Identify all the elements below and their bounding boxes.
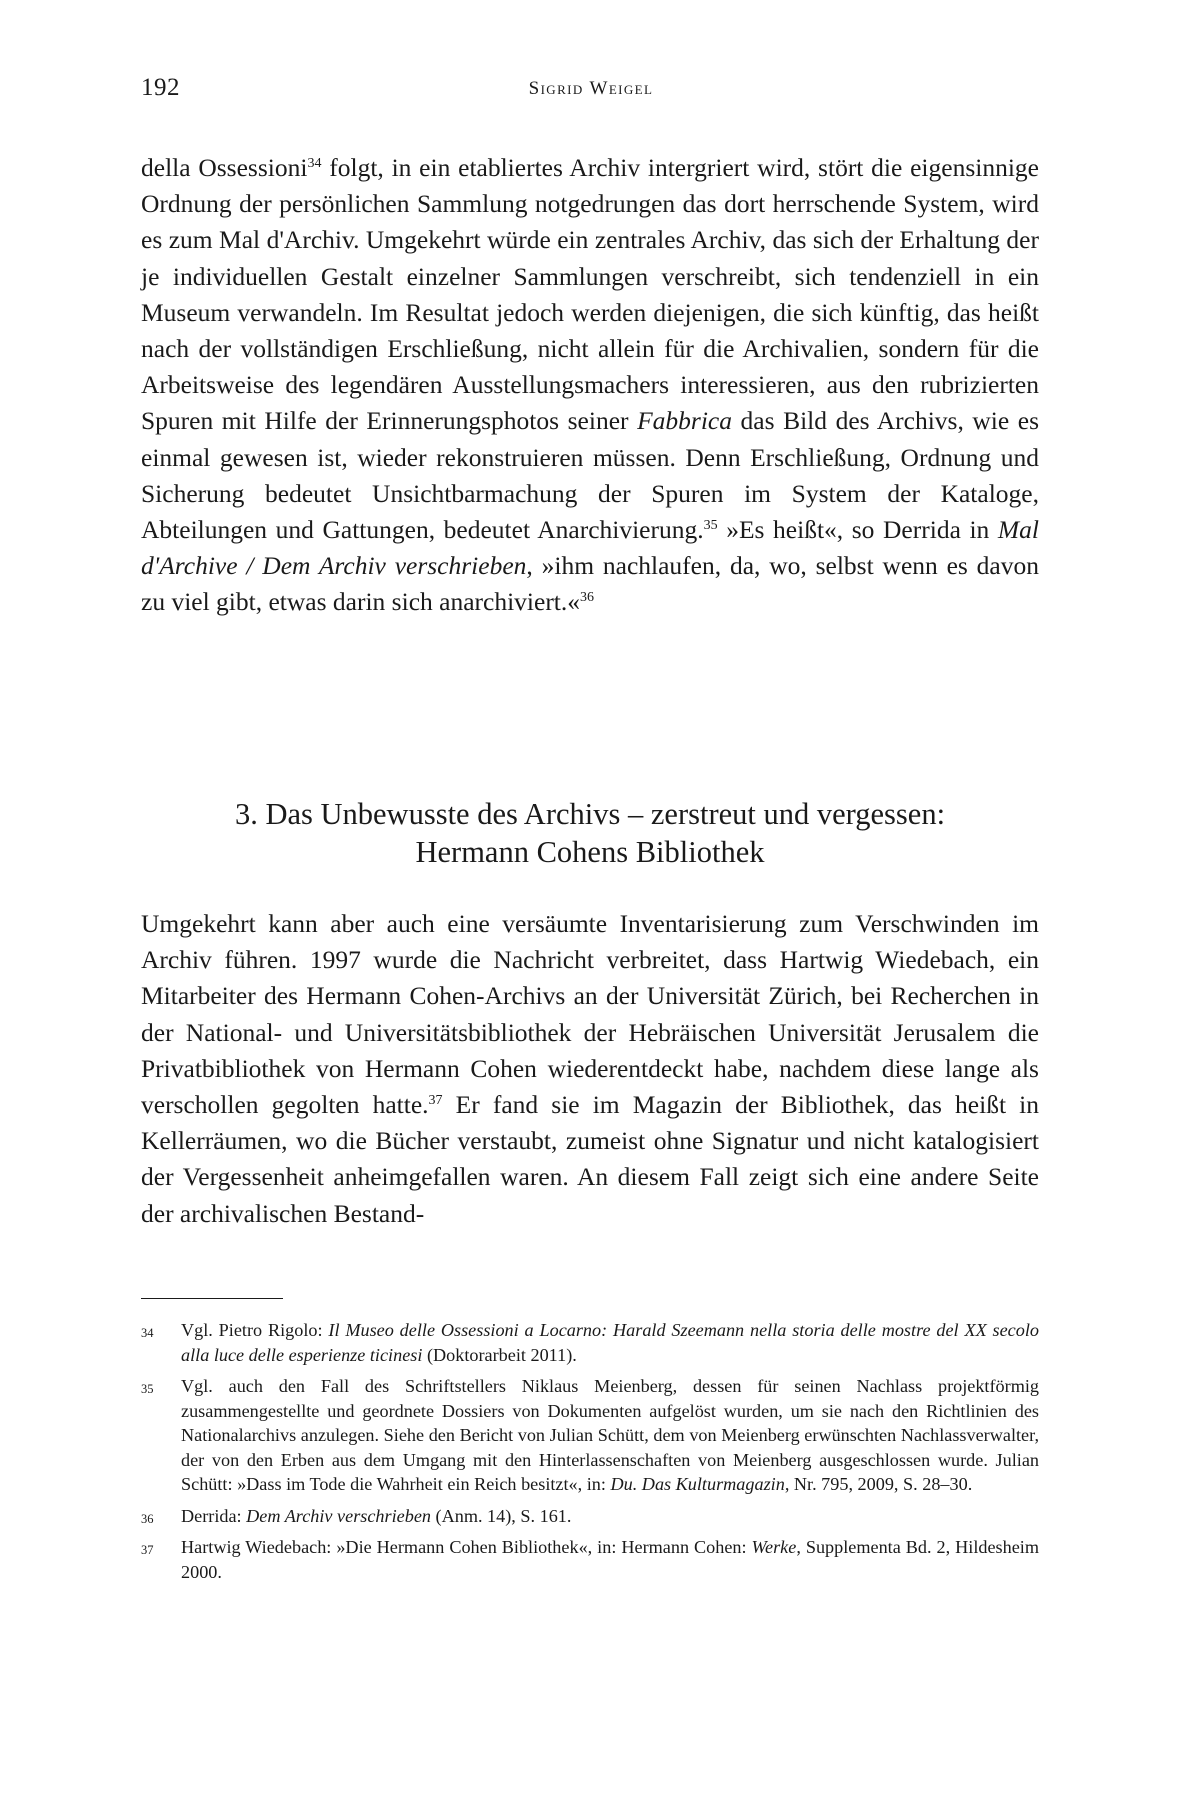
footnotes [141,1318,1039,1591]
footnote-italic: Du. Das Kulturmagazin [610,1474,785,1494]
italic-title: Mal d'Archive / Dem Archiv verschrieben [141,515,1039,581]
footnote-italic: Dem Archiv verschrieben [246,1505,431,1526]
section-heading-line-2: Hermann Cohens Bibliothek [415,835,765,869]
footnote-ref-37[interactable]: 37 [428,1093,443,1109]
text-span: »Es heißt«, so Derrida in [717,515,998,545]
footnote-text: Vgl. auch den Fall des Schriftstellers Niklaus Meienberg, dessen für seinen Nachlass projektförmig zusammengestellte und geordnete Dossiers von Dokumenten aufgelöst wurden, um sie nach den Richtlinien des Nationalarchivs anzulegen. Siehe den Bericht von Julian Schütt, dem von Meienberg erwünschten Nachlassverwalter, der von den Erben aus dem Umgang mit den Hinterlassenschaften von Meienberg ausgeschlossen wurde. Julian Schütt: »Dass im Tode die Wahrheit ein Reich besitzt«, in: [181,1376,1039,1494]
footnote-number: 34 [141,1326,154,1340]
footnote-36 [141,1504,1039,1529]
footnote-34 [141,1318,1039,1367]
body-paragraph-1 [141,150,1039,621]
text-span: Umgekehrt kann aber auch eine versäumte Inventarisierung zum Verschwinden im Archiv führen. 1997 wurde die Nachricht verbreitet, dass Hartwig Wiedebach, ein Mitarbeiter des Hermann Cohen-Archivs an der Universität Zürich, bei Recherchen in der National- und Universitätsbibliothek der Hebräischen Universität Jerusalem die Privatbibliothek von Hermann Cohen wiederentdeckt habe, nachdem diese lange als verschollen gegolten hatte. [141,909,1039,1120]
page-number: 192 [141,74,180,101]
footnote-ref-35[interactable]: 35 [703,518,718,534]
footnote-italic: Werke [751,1537,797,1557]
footnote-text: Hartwig Wiedebach: »Die Hermann Cohen Bibliothek«, in: Hermann Cohen: [181,1537,752,1557]
page-header [141,74,1041,108]
footnote-text: Vgl. Pietro Rigolo: [181,1320,329,1340]
footnote-separator [141,1298,283,1299]
section-heading [141,795,1039,871]
text-span: das Bild des Archivs, wie es einmal gewesen ist, wieder rekonstruieren müssen. Denn Erschließung, Ordnung und Sicherung bedeutet Unsichtbarmachung der Spuren im System der Kataloge, Abteilungen und Gattungen, bedeutet Anarchivierung. [141,406,1039,545]
footnote-number: 35 [141,1382,154,1396]
footnote-text: Derrida: [181,1505,247,1526]
body-paragraph-2 [141,906,1039,1232]
footnote-ref-34[interactable]: 34 [307,156,322,171]
footnote-text: (Doktorarbeit 2011). [422,1344,577,1365]
footnote-text: (Anm. 14), S. 161. [430,1505,572,1526]
footnote-number: 36 [141,1511,154,1526]
footnote-italic: Il Museo delle Ossessioni a Locarno: Harald Szeemann nella storia delle mostre del XX secolo alla luce delle esperienze ticinesi [181,1320,1039,1365]
text-span: folgt, in ein etabliertes Archiv intergriert wird, stört die eigensinnige Ordnung der persönlichen Sammlung notgedrungen das dort herrschende System, wird es zum Mal d'Archiv. Umgekehrt würde ein zentrales Archiv, das sich der Erhaltung der je individuellen Gestalt einzelner Sammlungen verschreibt, sich tendenziell in ein Museum verwandeln. Im Resultat jedoch werden diejenigen, die sich künftig, das heißt nach der vollständigen Erschließung, nicht allein für die Archivalien, sondern für die Arbeitsweise des legendären Ausstellungsmachers interessieren, aus den rubrizierten Spuren mit Hilfe der Erinnerungsphotos seiner [141,153,1040,436]
italic-title: Fabbrica [637,406,732,436]
footnote-37 [141,1535,1039,1584]
running-head: Sigrid Weigel [528,78,654,99]
footnote-number: 37 [141,1543,154,1557]
footnote-text: , Supplementa Bd. 2, Hildesheim 2000. [181,1537,1039,1582]
text-span: Er fand sie im Magazin der Bibliothek, das heißt in Kellerräumen, wo die Bücher verstaubt, zumeist ohne Signatur und nicht katalogisiert der Vergessenheit anheimgefallen waren. An diesem Fall zeigt sich eine andere Seite der archivalischen Bestand- [141,1090,1039,1228]
footnote-ref-36[interactable]: 36 [580,590,595,606]
footnote-35 [141,1374,1039,1497]
text-span: della Ossessioni [141,153,308,182]
text-span: , »ihm nachlaufen, da, wo, selbst wenn es davon zu viel gibt, etwas darin sich anarchiviert.« [141,551,1039,617]
footnote-text: , Nr. 795, 2009, S. 28–30. [784,1474,973,1494]
section-heading-line-1: 3. Das Unbewusste des Archivs – zerstreut und vergessen: [234,797,946,831]
